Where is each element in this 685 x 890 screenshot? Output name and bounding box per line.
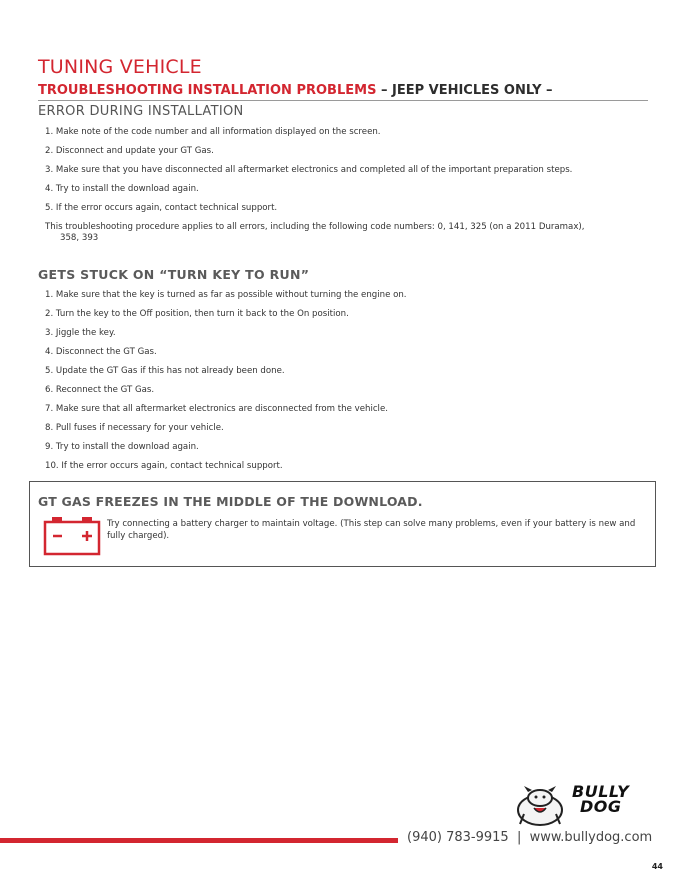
list-item: 4. Try to install the download again. [45,184,199,194]
note-line: This troubleshooting procedure applies to all errors, including the following code numbers: 0, 141, 325 (on a 2011 Duramax), [45,222,585,232]
list-item: 7. Make sure that all aftermarket electronics are disconnected from the vehicle. [45,404,388,414]
logo-line: BULLY [572,782,630,801]
page-title: TUNING VEHICLE [38,56,202,78]
list-item: 3. Jiggle the key. [45,328,116,338]
list-item: 6. Reconnect the GT Gas. [45,385,155,395]
freeze-callout-box [29,481,656,567]
freeze-heading: GT GAS FREEZES IN THE MIDDLE OF THE DOWNLOAD. [38,494,423,509]
stuck-steps-list [45,286,407,476]
error-codes-note [45,222,645,244]
error-during-installation-heading: ERROR DURING INSTALLATION [38,104,244,119]
stuck-turn-key-heading: GETS STUCK ON “TURN KEY TO RUN” [38,267,310,282]
list-item: 2. Disconnect and update your GT Gas. [45,146,214,156]
list-item: 5. Update the GT Gas if this has not already been done. [45,366,285,376]
error-steps-list [45,123,572,218]
list-item: 2. Turn the key to the Off position, then turn it back to the On position. [45,309,349,319]
bulldog-icon [512,784,568,828]
note-line: 358, 393 [60,233,99,243]
list-item: 10. If the error occurs again, contact technical support. [45,461,283,471]
freeze-text: Try connecting a battery charger to maintain voltage. (This step can solve many problems, even if your battery is new and fully charged). [107,519,636,541]
logo-wordmark [572,784,629,814]
section-heading-main: TROUBLESHOOTING INSTALLATION PROBLEMS [38,83,377,98]
footer-contact: (940) 783-9915 | www.bullydog.com [407,830,653,845]
list-item: 5. If the error occurs again, contact technical support. [45,203,278,213]
list-item: 1. Make sure that the key is turned as far as possible without turning the engine on. [45,290,407,300]
list-item: 4. Disconnect the GT Gas. [45,347,157,357]
battery-icon [43,516,101,556]
logo-line: DOG [580,797,622,816]
section-heading [38,83,648,101]
section-heading-qualifier: – JEEP VEHICLES ONLY – [376,83,553,98]
list-item: 3. Make sure that you have disconnected all aftermarket electronics and completed all of the important preparation steps. [45,165,573,175]
list-item: 9. Try to install the download again. [45,442,199,452]
page-number: 44 [651,862,663,871]
bully-dog-logo [512,784,652,828]
footer-accent-bar [0,838,398,843]
list-item: 8. Pull fuses if necessary for your vehicle. [45,423,224,433]
list-item: 1. Make note of the code number and all information displayed on the screen. [45,127,381,137]
